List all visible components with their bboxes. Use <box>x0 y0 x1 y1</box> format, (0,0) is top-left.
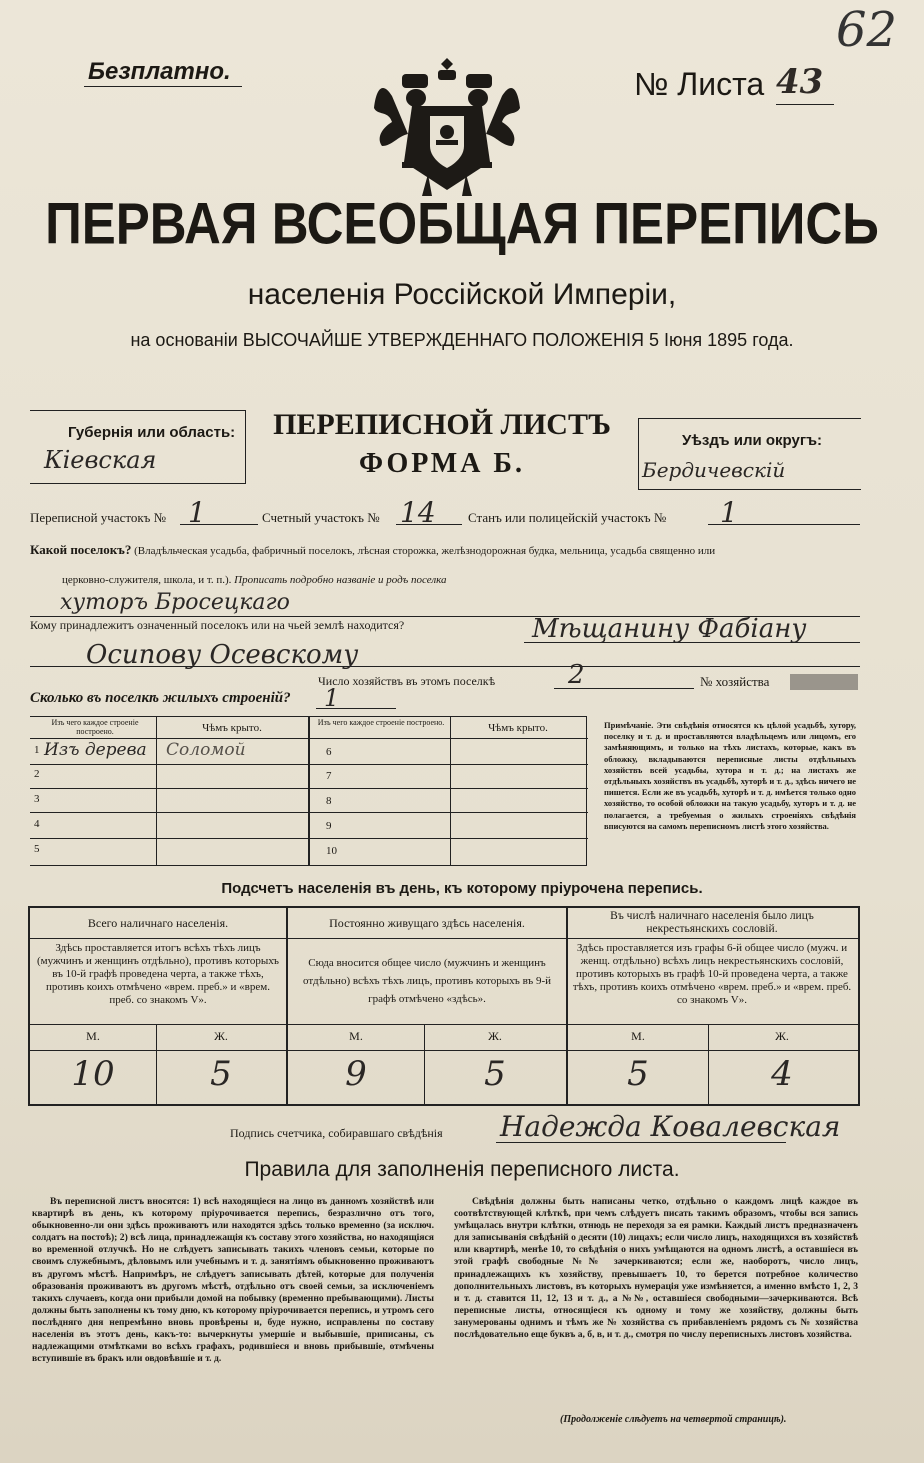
signature-underline <box>496 1142 786 1143</box>
bt-row-line-4 <box>30 838 588 839</box>
tally-col-zh-2: Ж. <box>488 1029 502 1043</box>
tally-header-permanent: Постоянно живущаго здѣсь населенія. <box>329 916 525 930</box>
bt-row-line-1 <box>30 764 588 765</box>
signature-label: Подпись счетчика, собиравшаго свѣдѣнія <box>230 1126 443 1140</box>
stan-underline <box>708 524 860 525</box>
household-number-label: № хозяйства <box>700 674 770 689</box>
census-area-underline <box>180 524 258 525</box>
page-subtitle: населенія Россійской Имперіи, <box>247 278 677 311</box>
form-name: ФОРМА Б. <box>359 448 525 479</box>
tally-col-zh-1: Ж. <box>214 1029 228 1043</box>
tally-header-nonpeasant: Въ числѣ наличнаго населенія было лицъ некрестьянскихъ сословій. <box>610 910 814 935</box>
buildings-underline <box>316 708 396 709</box>
bt-header-roof-left: Чѣмъ крыто. <box>202 722 262 734</box>
tally-total-zh: 5 <box>210 1054 232 1094</box>
province-label: Губернія или область: <box>68 424 236 441</box>
owner-value-1: Мѣщанину Фабіану <box>532 614 807 644</box>
free-label: Безплатно. <box>88 58 231 85</box>
count-area-underline <box>396 524 462 525</box>
settlement-question <box>30 542 870 558</box>
count-area-value: 14 <box>400 496 436 529</box>
rules-title: Правила для заполненія переписного листа. <box>244 1158 680 1181</box>
owner-underline-1 <box>524 642 860 643</box>
sheet-number-underline <box>776 104 834 105</box>
uezd-label: Уѣздъ или округъ: <box>682 432 823 449</box>
bt-row-10: 10 <box>326 845 337 857</box>
bt-row-2: 2 <box>34 768 40 780</box>
bt-row-8: 8 <box>326 795 332 807</box>
stan-label: Станъ или полицейскій участокъ № <box>468 510 667 525</box>
tally-header-total: Всего наличнаго населенія. <box>87 916 229 930</box>
bt-head-line <box>30 738 588 739</box>
bt-row-6: 6 <box>326 746 332 758</box>
census-area-label: Переписной участокъ № <box>30 510 167 525</box>
legal-basis: на основаніи ВЫСОЧАЙШЕ УТВЕРЖДЕННАГО ПОЛОЖЕНІЯ 5 Іюня 1895 года. <box>130 330 794 350</box>
bt-row-9: 9 <box>326 820 332 832</box>
settlement-question-label: Какой поселокъ? <box>30 542 132 557</box>
bt-row-1: 1 <box>34 744 40 756</box>
settlement-hint: (Владѣльческая усадьба, фабричный поселокъ, лѣсная сторожка, желѣзнодорожная будка, мельница, усадьба священно или <box>134 545 716 557</box>
tally-nonpeasant-zh: 4 <box>771 1054 793 1094</box>
tt-h1 <box>28 938 858 939</box>
form-title: ПЕРЕПИСНОЙ ЛИСТЪ <box>273 408 611 441</box>
owner-question: Кому принадлежитъ означенный поселокъ или на чьей землѣ находится? <box>30 618 405 632</box>
household-number-box <box>790 674 858 690</box>
settlement-hint-line2 <box>62 574 447 586</box>
tally-permanent-m: 9 <box>345 1054 367 1094</box>
bt-row-3: 3 <box>34 793 40 805</box>
owner-underline-2 <box>30 666 860 667</box>
buildings-value: 1 <box>324 684 340 712</box>
bt-row1-roof: Соломой <box>166 740 246 760</box>
bt-header-roof-right: Чѣмъ крыто. <box>488 722 548 734</box>
rules-right: Свѣдѣнія должны быть написаны четко, отдѣльно о каждомъ лицѣ каждое въ соотвѣтствующей клѣткѣ, при чемъ слѣдуетъ писать такимъ образомъ, чтобы вся запись умѣщалась внутри клѣтки, отнюдь не переходя за ея рамки. Каждый листъ предназначенъ для записыванія свѣдѣній о десяти (10) лицахъ; если число лицъ, находящихся въ хозяйствѣ или квартирѣ, менѣе 10, то свѣдѣнія о нихъ умѣщаются на одномъ листѣ, а оставшіеся въ этой графѣ свободные №№ зачеркиваются; если же, наоборотъ, число лицъ, принадлежащихъ къ хозяйству, превышаетъ 10, то берется потребное количество дополнительныхъ листовъ, въ которыхъ нумерація уже измѣняется, а именно вмѣсто 1, 2, 3 и т. д. ставится 11, 12, 13 и т. д., а №№, оставшіеся свободными—зачеркиваются. Всѣ переписные листы, относящіеся къ одному и тому же хозяйству, должны быть занумерованы однимъ и тѣмъ же № хозяйства съ прибавленіемъ рядомъ съ № хозяйства послѣдовательно еще буквъ а, б, в, и т. д., смотря по числу переписныхъ листовъ хозяйства. <box>454 1196 858 1341</box>
households-value: 2 <box>568 660 585 690</box>
count-area-label: Счетный участокъ № <box>262 510 380 525</box>
signature-value: Надежда Ковалевская <box>500 1110 841 1143</box>
imperial-eagle-emblem <box>372 50 522 198</box>
tally-permanent-zh: 5 <box>484 1054 506 1094</box>
page-number: 62 <box>836 2 898 58</box>
owner-value-2: Осипову Осевскому <box>86 640 359 670</box>
sheet-number-value: 43 <box>776 62 824 102</box>
households-label: Число хозяйствъ въ этомъ поселкѣ <box>318 674 496 688</box>
bt-row-line-3 <box>30 812 588 813</box>
settlement-hint3: Прописать подробно названіе и родъ поселка <box>234 574 447 586</box>
tally-desc-total: Здѣсь проставляется итогъ всѣхъ тѣхъ лицъ (мужчинъ и женщинъ отдѣльно), противъ которыхъ въ 10-й графѣ проведена черта, а также тѣхъ, противъ коихъ отмѣчено «врем. преб.» и «врем. преб. со знакомъ V». <box>37 942 279 1006</box>
tally-col-m-2: М. <box>349 1029 363 1043</box>
settlement-hint2: церковно-служителя, школа, и т. п.). <box>62 574 232 586</box>
tt-h2 <box>28 1024 858 1025</box>
tally-desc-nonpeasant: Здѣсь проставляется изъ графы 6-й общее число (мужч. и женщ. отдѣльно) всѣхъ лицъ некрестьянскихъ сословій, противъ которыхъ въ графѣ 10-й проведена черта, а также тѣхъ, противъ коихъ отмѣчено «врем. преб.» и «врем. преб. со знакомъ V». <box>572 942 852 1006</box>
bt-header-material-left: Изъ чего каждое строеніе построено. <box>51 718 139 736</box>
buildings-label: Сколько въ поселкѣ жилыхъ строеній? <box>30 690 291 706</box>
bt-row-line-2 <box>30 788 588 789</box>
bt-row-4: 4 <box>34 818 40 830</box>
rules-continue: (Продолженіе слѣдуетъ на четвертой страницѣ). <box>560 1414 787 1425</box>
stan-value: 1 <box>720 496 738 529</box>
buildings-note: Примѣчаніе. Эти свѣдѣнія относятся къ цѣлой усадьбѣ, хутору, поселку и т. д. и проставляются владѣльцемъ или лицомъ, его замѣняющимъ, и только на тѣхъ листахъ, которые, какъ въ обложку, вкладываются переписные листы отдѣльныхъ хозяйствъ всей усадьбы, хутора и т. д.; на листахъ же отдѣльныхъ хозяйствъ въ усадьбѣ, хуторѣ и т. д., здѣсь ничего не пишется. Если же въ усадьбѣ, хуторѣ и т. д. имѣется только одно хозяйство, то особой обложки на такую усадьбу, хуторъ и т. д. не полагается, а требуемыя о жилыхъ строеніяхъ свѣдѣнія вписуются на самомъ переписномъ листѣ этого хозяйства. <box>604 720 856 831</box>
tally-col-m-1: М. <box>86 1029 100 1043</box>
tt-h3 <box>28 1050 858 1051</box>
tally-total-m: 10 <box>71 1054 115 1094</box>
uezd-value: Бердичевскій <box>642 458 786 482</box>
tally-col-m-3: М. <box>631 1029 645 1043</box>
bt-row-5: 5 <box>34 843 40 855</box>
sheet-number-label: № Листа <box>634 66 765 102</box>
bt-header-material-right: Изъ чего каждое строеніе построено. <box>317 718 445 727</box>
free-underline <box>84 86 242 87</box>
rules-left: Въ переписной листъ вносятся: 1) всѣ находящіеся на лицо въ данномъ хозяйствѣ или квартирѣ въ день, къ которому пріурочивается перепись, безразлично отъ того, обыкновенно-ли они здѣсь проживаютъ или находятся здѣсь только временно (за исключ. солдатъ на постоѣ); 2) всѣ лица, принадлежащія къ составу этого хозяйства, но находящіяся во временной отлучкѣ. Но не слѣдуетъ записывать такихъ членовъ семьи, которые по своимъ служебнымъ, дѣловымъ или учебнымъ и т. д. занятіямъ обыкновенно проживаютъ въ другомъ мѣстѣ. Напримѣръ, не слѣдуетъ записывать дѣтей, которые для полученія образованія проживаютъ въ другомъ мѣстѣ, отдѣльно отъ своей семьи, за исключеніемъ такихъ случаевъ, когда они прибыли домой на побывку (временно пребывающими). Листы должны быть заполнены къ тому дню, къ которому пріурочивается перепись, и утромъ сего послѣдняго дня непремѣнно вновь провѣрены и, буде нужно, исправлены по составу населенія въ этотъ день, какъ-то: вычеркнуты умершіе и выбывшіе, приписаны, съ надлежащими отмѣтками во всѣхъ графахъ, родившіеся и вновь прибывшіе, отмѣчены вступившіе въ бракъ или овдовѣвшіе и т. д. <box>32 1196 434 1365</box>
settlement-value: хуторъ Бросецкаго <box>60 590 290 615</box>
households-underline <box>554 688 694 689</box>
bt-row-7: 7 <box>326 770 332 782</box>
province-value: Кіевская <box>44 446 157 474</box>
bt-row1-material: Изъ дерева <box>44 740 147 760</box>
tally-nonpeasant-m: 5 <box>627 1054 649 1094</box>
tally-title: Подсчетъ населенія въ день, къ которому пріурочена перепись. <box>221 880 703 897</box>
page-title: ПЕРВАЯ ВСЕОБЩАЯ ПЕРЕПИСЬ <box>45 190 879 257</box>
census-area-value: 1 <box>188 496 206 529</box>
tally-desc-permanent: Сюда вносится общее число (мужчинъ и женщинъ отдѣльно) всѣхъ тѣхъ лицъ, противъ которыхъ въ 9-й графѣ отмѣчено «здѣсь». <box>302 957 552 1005</box>
tally-col-zh-3: Ж. <box>775 1029 789 1043</box>
